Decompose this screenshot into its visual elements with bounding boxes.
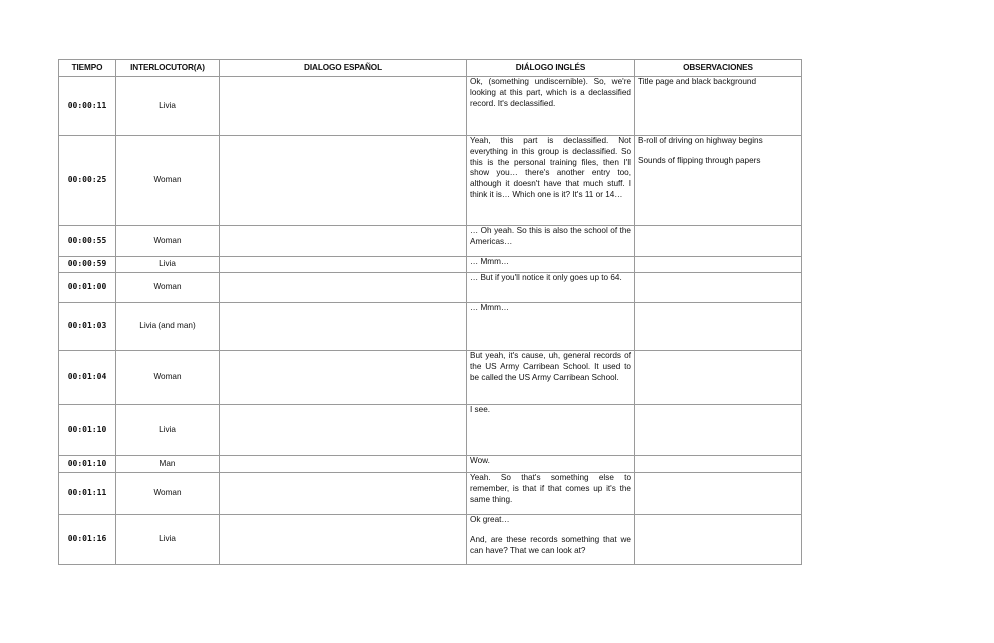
english-dialogue-cell [467,226,635,257]
speaker-cell: Woman [116,136,220,226]
speaker-cell: Woman [116,351,220,405]
speaker-cell: Livia [116,405,220,456]
time-cell: 00:01:00 [59,273,116,303]
spanish-dialogue-cell [220,456,467,473]
spanish-dialogue-cell [220,226,467,257]
notes-cell [635,515,802,565]
english-dialogue-cell [467,456,635,473]
english-dialogue-paragraph: Yeah. So that's something else to remember, is that if that comes up it's the same thing. [470,473,631,504]
time-cell: 00:01:16 [59,515,116,565]
notes-cell [635,77,802,136]
notes-cell [635,473,802,515]
notes-cell [635,136,802,226]
speaker-cell: Livia [116,515,220,565]
table-row [59,405,802,456]
time-cell: 00:00:59 [59,257,116,273]
note-paragraph: Title page and black background [638,77,757,86]
table-row [59,257,802,273]
time-cell: 00:01:10 [59,456,116,473]
english-dialogue-paragraph: … Oh yeah. So this is also the school of the Americas… [470,226,631,246]
english-dialogue-paragraph: Wow. [470,456,490,465]
english-dialogue-paragraph: I see. [470,405,491,414]
header-spanish-dialogue: DIALOGO ESPAÑOL [220,60,467,77]
english-dialogue-paragraph: Yeah, this part is declassified. Not everything in this group is declassified. So this is the personal training files, then I'll show you… there's another entry too, although it doesn't have that much stuff. I think it is… Which one is it? It's 11 or 14… [470,136,631,199]
time-cell: 00:00:11 [59,77,116,136]
english-dialogue-paragraph: But yeah, it's cause, uh, general records of the US Army Carribean School. It used to be called the US Army Carribean School. [470,351,631,382]
note-paragraph: B-roll of driving on highway begins [638,136,763,145]
speaker-cell: Livia [116,257,220,273]
notes-cell [635,456,802,473]
header-notes: OBSERVACIONES [635,60,802,77]
english-dialogue-cell [467,273,635,303]
table-row [59,226,802,257]
spanish-dialogue-cell [220,257,467,273]
spanish-dialogue-cell [220,515,467,565]
spanish-dialogue-cell [220,405,467,456]
english-dialogue-paragraph: … But if you'll notice it only goes up to 64. [470,273,622,282]
notes-cell [635,303,802,351]
spanish-dialogue-cell [220,473,467,515]
notes-cell [635,226,802,257]
spanish-dialogue-cell [220,351,467,405]
speaker-cell: Woman [116,226,220,257]
time-cell: 00:01:11 [59,473,116,515]
english-dialogue-cell [467,405,635,456]
english-dialogue-cell [467,257,635,273]
english-dialogue-cell [467,515,635,565]
table-row [59,303,802,351]
english-dialogue-paragraph: Ok great… [470,515,510,524]
table-row [59,456,802,473]
notes-cell [635,405,802,456]
speaker-cell: Woman [116,273,220,303]
english-dialogue-cell [467,351,635,405]
english-dialogue-cell [467,303,635,351]
table-row [59,515,802,565]
table-body [59,77,802,565]
time-cell: 00:01:10 [59,405,116,456]
transcript-table [58,59,802,565]
notes-cell [635,273,802,303]
english-dialogue-paragraph: And, are these records something that we can have? That we can look at? [470,534,631,555]
english-dialogue-cell [467,77,635,136]
notes-cell [635,351,802,405]
english-dialogue-paragraph: Ok, (something undiscernible). So, we're looking at this part, which is a declassified record. It's declassified. [470,77,631,108]
english-dialogue-paragraph: … Mmm… [470,257,510,266]
table-header [59,60,802,77]
header-speaker: INTERLOCUTOR(A) [116,60,220,77]
time-cell: 00:01:03 [59,303,116,351]
table-row [59,77,802,136]
spanish-dialogue-cell [220,136,467,226]
note-paragraph: Sounds of flipping through papers [638,155,761,165]
table-row [59,473,802,515]
header-row [59,60,802,77]
time-cell: 00:00:25 [59,136,116,226]
english-dialogue-cell [467,136,635,226]
table-row [59,351,802,405]
speaker-cell: Woman [116,473,220,515]
table-row [59,273,802,303]
header-time: TIEMPO [59,60,116,77]
table-row [59,136,802,226]
notes-cell [635,257,802,273]
spanish-dialogue-cell [220,303,467,351]
time-cell: 00:00:55 [59,226,116,257]
english-dialogue-cell [467,473,635,515]
speaker-cell: Livia [116,77,220,136]
english-dialogue-paragraph: … Mmm… [470,303,510,312]
spanish-dialogue-cell [220,77,467,136]
time-cell: 00:01:04 [59,351,116,405]
speaker-cell: Livia (and man) [116,303,220,351]
spanish-dialogue-cell [220,273,467,303]
header-english-dialogue: DIÁLOGO INGLÉS [467,60,635,77]
speaker-cell: Man [116,456,220,473]
